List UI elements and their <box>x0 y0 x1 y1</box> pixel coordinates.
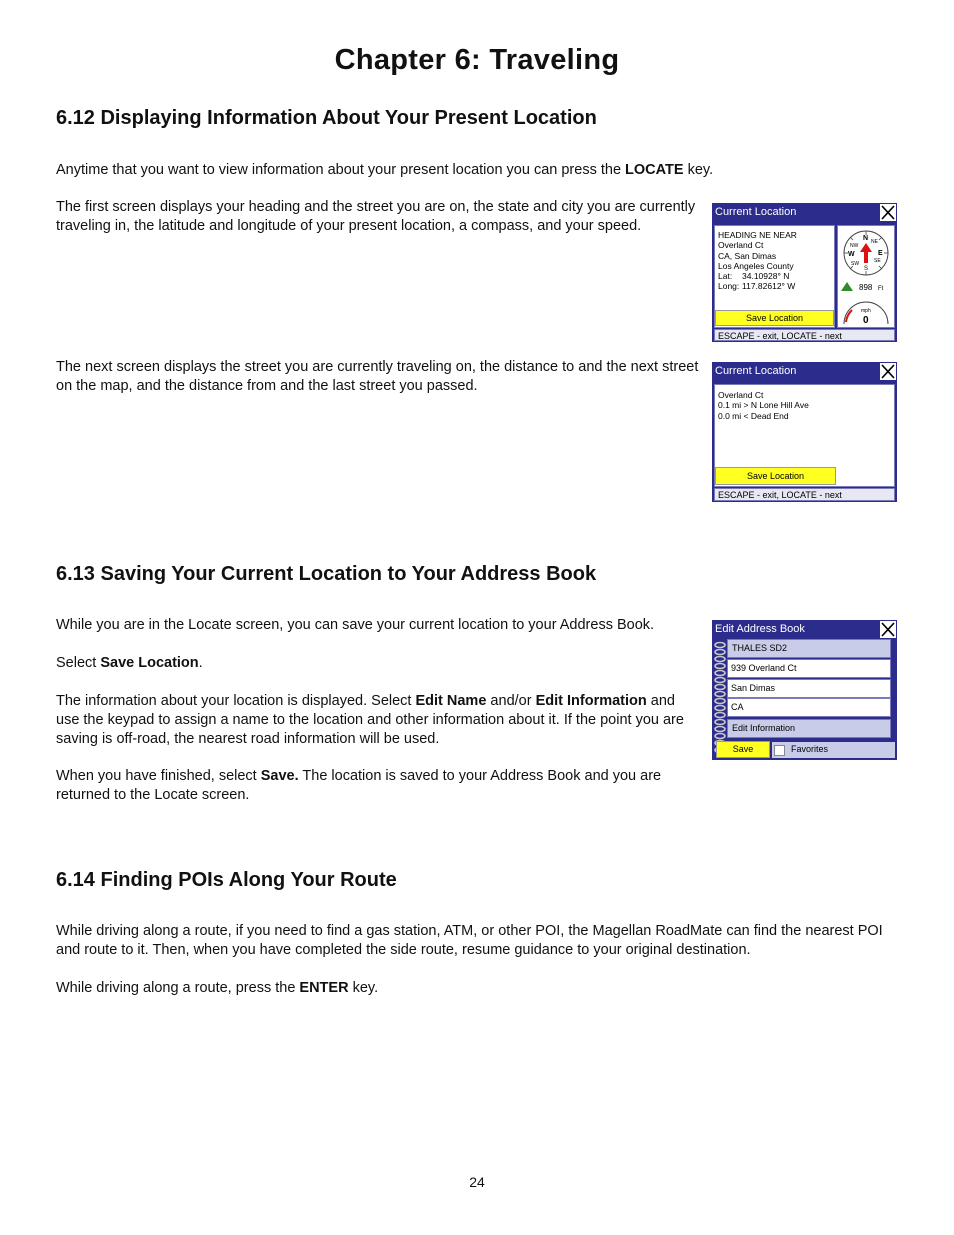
last-street-line: 0.0 mi < Dead End <box>718 410 789 421</box>
lat-label: Lat: <box>718 271 733 282</box>
long-label: Long: <box>718 281 740 292</box>
address-field[interactable]: 939 Overland Ct <box>727 659 891 678</box>
locate-key-text: LOCATE <box>625 162 684 178</box>
section-613-paragraph-4 <box>56 767 701 805</box>
text: The location is saved to your Address Book and you are returned to the Locate screen. <box>56 768 662 803</box>
section-614-heading: 6.14 Finding POIs Along Your Route <box>56 869 397 891</box>
enter-key-text: ENTER <box>299 980 349 996</box>
compass-panel <box>837 225 895 328</box>
elevation-value: 898 <box>859 283 873 292</box>
name-field[interactable]: THALES SD2 <box>727 639 891 658</box>
section-612-paragraph-2: The first screen displays your heading and the street you are on, the state and city you are currently traveling in, the latitude and longitude of your present location, a compass, and your speed. <box>56 199 696 234</box>
status-bar: ESCAPE - exit, LOCATE - next <box>714 488 895 501</box>
close-button[interactable] <box>879 620 897 639</box>
section-612-paragraph-1 <box>56 161 916 180</box>
text: When you have finished, select <box>56 768 261 784</box>
mountain-icon <box>841 282 853 291</box>
close-icon <box>880 621 896 638</box>
screen-title: Current Location <box>712 203 897 222</box>
compass-n: N <box>863 235 869 242</box>
compass-e: E <box>878 250 883 257</box>
long-value: 117.82612° W <box>742 281 796 292</box>
compass-ne: NE <box>871 239 878 245</box>
save-location-button[interactable]: Save Location <box>715 310 834 326</box>
text: key. <box>348 980 379 996</box>
compass-sw: SW <box>851 261 860 267</box>
city-field[interactable]: San Dimas <box>727 679 891 698</box>
close-icon <box>880 204 896 221</box>
compass-icon <box>838 226 894 327</box>
next-street-line: 0.1 mi > N Lone Hill Ave <box>718 400 809 411</box>
close-icon <box>880 363 896 380</box>
city-line: CA, San Dimas <box>718 250 777 261</box>
current-street-line: Overland Ct <box>718 390 764 400</box>
state-field[interactable]: CA <box>727 698 891 717</box>
close-button[interactable] <box>879 362 897 381</box>
section-613-paragraph-3 <box>56 692 701 749</box>
speed-value: 0 <box>863 315 869 326</box>
edit-name-text: Edit Name <box>415 693 487 709</box>
section-614-paragraph-1: While driving along a route, if you need to find a gas station, ATM, or other POI, the Magellan RoadMate can find the nearest POI and route to it. Then, when you have completed the side route, resume guidance to your original destination. <box>56 923 883 958</box>
lat-value: 34.10928° N <box>742 271 790 282</box>
chapter-title: Chapter 6: Traveling <box>334 44 620 76</box>
status-bar: ESCAPE - exit, LOCATE - next <box>714 329 895 341</box>
page-number: 24 <box>469 1174 485 1190</box>
elevation-unit: Ft <box>878 286 884 292</box>
street-line: Overland Ct <box>718 240 764 251</box>
section-614-paragraph-2 <box>56 979 901 998</box>
section-613-paragraph-1: While you are in the Locate screen, you can save your current location to your Address Book. <box>56 617 655 633</box>
save-text: Save. <box>260 768 299 784</box>
location-info-panel <box>714 225 835 328</box>
text: The information about your location is displayed. Select <box>56 693 416 709</box>
favorites-checkbox[interactable] <box>774 745 785 756</box>
section-612-paragraph-3: The next screen displays the street you are currently traveling on, the distance to and the next street on the map, and the distance from and the last street you passed. <box>56 359 699 394</box>
text: Anytime that you want to view information about your present location you can press the <box>56 162 626 178</box>
screen-title: Edit Address Book <box>712 620 897 639</box>
county-line: Los Angeles County <box>718 260 794 271</box>
edit-information-button[interactable]: Edit Information <box>727 719 891 738</box>
save-location-text: Save Location <box>100 655 199 671</box>
speed-unit: mph <box>861 308 871 314</box>
section-613-heading: 6.13 Saving Your Current Location to Your Address Book <box>56 563 597 585</box>
close-button[interactable] <box>879 203 897 222</box>
favorites-label: Favorites <box>791 744 829 754</box>
edit-address-book-screen <box>712 620 897 760</box>
section-612-heading: 6.12 Displaying Information About Your Present Location <box>56 107 597 129</box>
favorites-row <box>772 742 895 758</box>
compass-s: S <box>864 266 869 272</box>
street-info-panel <box>714 384 895 487</box>
current-location-screen-1 <box>712 203 897 342</box>
save-button[interactable]: Save <box>716 741 770 758</box>
screen-title: Current Location <box>712 362 897 381</box>
compass-se: SE <box>874 258 881 264</box>
text: and/or <box>486 693 536 709</box>
section-613-paragraph-2 <box>56 654 701 673</box>
text: and use the keypad to assign a name to the location and other information about it. If the point you are saving is off-road, the nearest road information will be used. <box>56 693 684 747</box>
text: . <box>198 655 203 671</box>
latitude-row <box>718 271 834 281</box>
compass-nw: NW <box>850 243 859 249</box>
compass-w: W <box>848 251 855 258</box>
save-location-button[interactable]: Save Location <box>715 467 836 485</box>
text: key. <box>683 162 714 178</box>
heading-line: HEADING NE NEAR <box>718 230 797 240</box>
current-location-screen-2 <box>712 362 897 502</box>
longitude-row <box>718 281 834 291</box>
text: Select <box>56 655 101 671</box>
text: While driving along a route, press the <box>56 980 300 996</box>
edit-information-text: Edit Information <box>535 693 647 709</box>
